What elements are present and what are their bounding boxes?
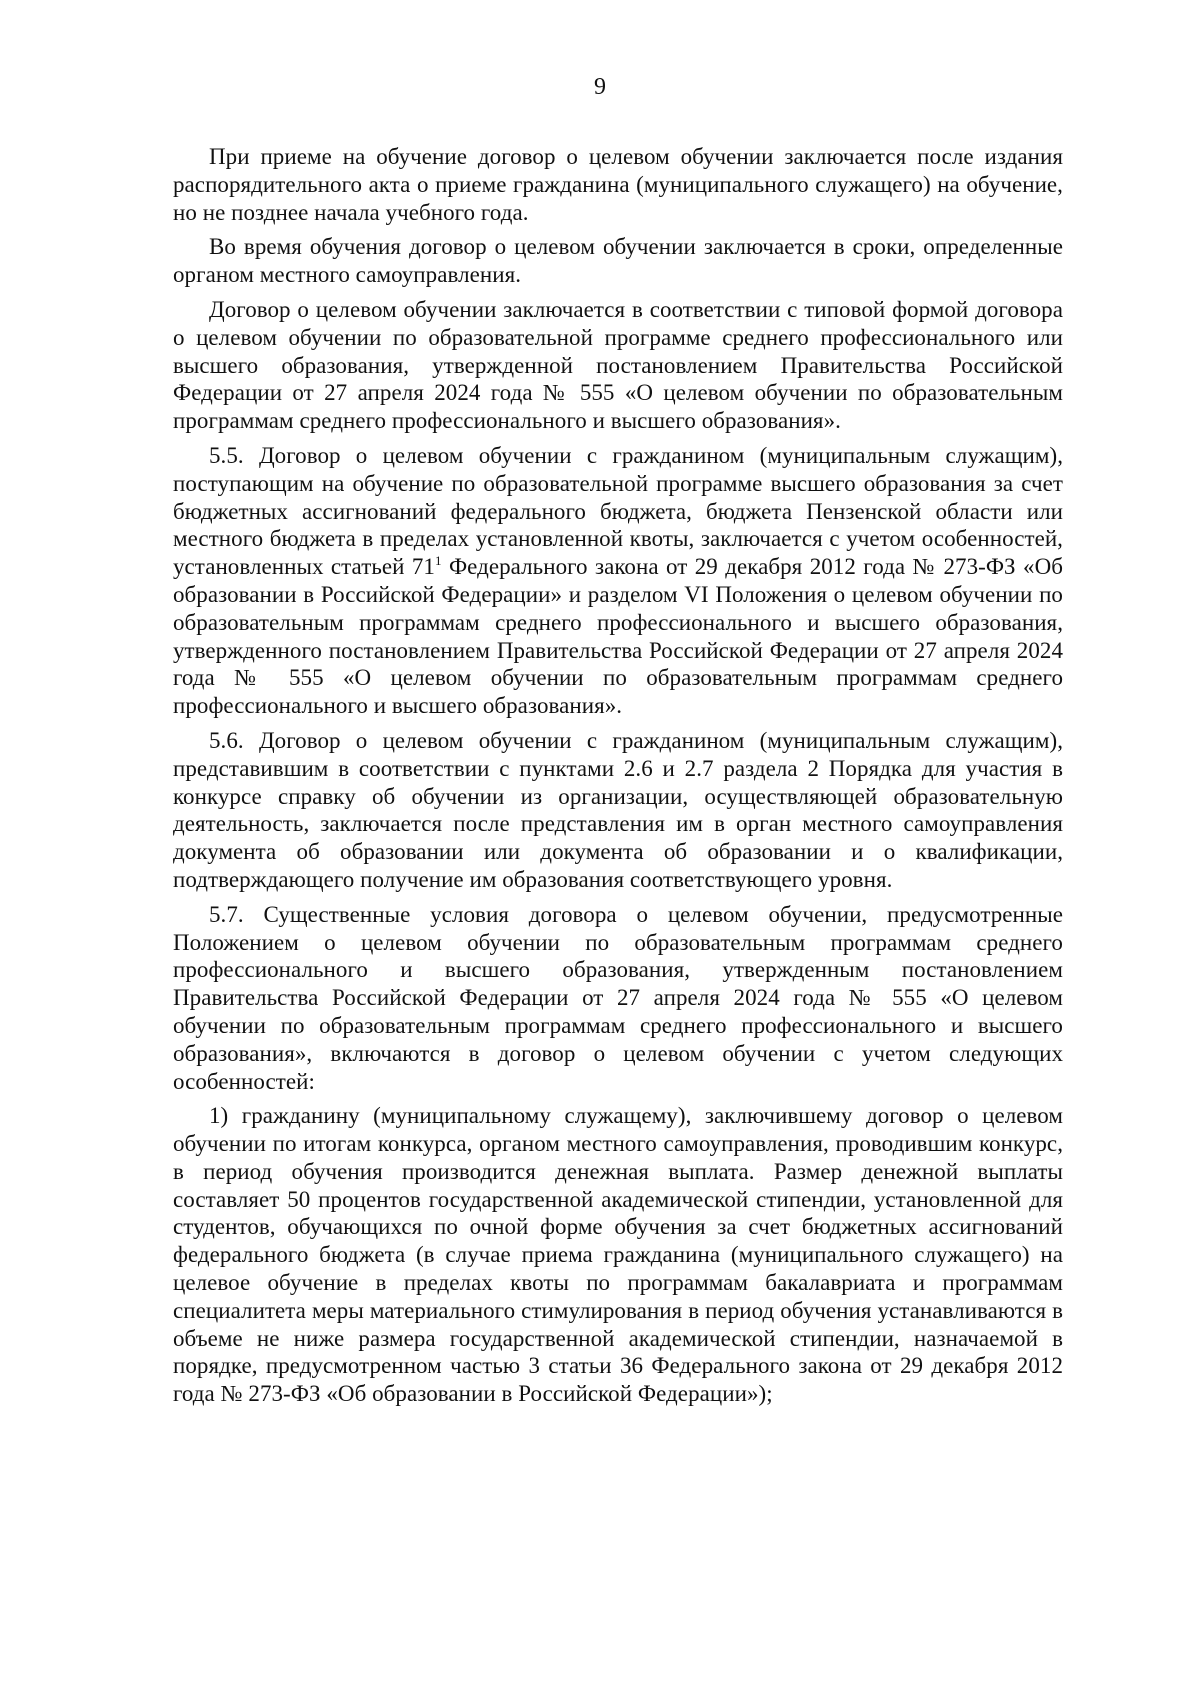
paragraph-clause-5-5 — [173, 442, 1063, 720]
paragraph-clause-5-6: 5.6. Договор о целевом обучении с гражданином (муниципальным служащим), представившим в соответствии с пунктами 2.6 и 2.7 раздела 2 Порядка для участия в конкурсе справку об обучении из организации, осуществляющей образовательную деятельность, заключается после представления им в орган местного самоуправления документа об образовании или документа об образовании и о квалификации, подтверждающего получение им образования соответствующего уровня. — [173, 727, 1063, 892]
paragraph-contract-during-study: Во время обучения договор о целевом обучении заключается в сроки, определенные органом местного самоуправления. — [173, 234, 1063, 288]
clause-5-5-text-start: 5.5. Договор о целевом обучении с гражданином (муниципальным служащим), поступающим на обучение по образовательной программе высшего образования за счет бюджетных ассигнований федерального бюджета, бюджета Пензенской области или местного бюджета в пределах установленной квоты, заключается с учетом особенностей, установленных статьей 71 — [173, 442, 1063, 580]
clause-5-5-text-end: Федерального закона от 29 декабря 2012 года № 273-ФЗ «Об образовании в Российской Федерации» и разделом VI Положения о целевом обучении по образовательным программам среднего профессионального и высшего образования, утвержденного постановлением Правительства Российской Федерации от 27 апреля 2024 года № 555 «О целевом обучении по образовательным программам среднего профессионального и высшего образования». — [173, 554, 1063, 719]
paragraph-contract-on-admission: При приеме на обучение договор о целевом обучении заключается после издания распорядительного акта о приеме гражданина (муниципального служащего) на обучение, но не позднее начала учебного года. — [173, 144, 1063, 225]
article-superscript: 1 — [434, 553, 442, 569]
paragraph-item-1: 1) гражданину (муниципальному служащему), заключившему договор о целевом обучении по итогам конкурса, органом местного самоуправления, проводившим конкурс, в период обучения производится денежная выплата. Размер денежной выплаты составляет 50 процентов государственной академической стипендии, установленной для студентов, обучающихся по очной форме обучения за счет бюджетных ассигнований федерального бюджета (в случае приема гражданина (муниципального служащего) на целевое обучение в пределах квоты по программам бакалавриата и программам специалитета меры материального стимулирования в период обучения устанавливаются в объеме не ниже размера государственной академической стипендии, назначаемой в порядке, предусмотренном частью 3 статьи 36 Федерального закона от 29 декабря 2012 года № 273-ФЗ «Об образовании в Российской Федерации»); — [173, 1103, 1063, 1407]
paragraph-clause-5-7: 5.7. Существенные условия договора о целевом обучении, предусмотренные Положением о целевом обучении по образовательным программам среднего профессионального и высшего образования, утвержденным постановлением Правительства Российской Федерации от 27 апреля 2024 года № 555 «О целевом обучении по образовательным программам среднего профессионального и высшего образования», включаются в договор о целевом обучении с учетом следующих особенностей: — [173, 901, 1063, 1094]
paragraph-standard-form: Договор о целевом обучении заключается в соответствии с типовой формой договора о целевом обучении по образовательной программе среднего профессионального или высшего образования, утвержденной постановлением Правительства Российской Федерации от 27 апреля 2024 года № 555 «О целевом обучении по образовательным программам среднего профессионального и высшего образования». — [173, 296, 1063, 434]
document-body — [173, 143, 1063, 1415]
page-number: 9 — [594, 74, 606, 100]
